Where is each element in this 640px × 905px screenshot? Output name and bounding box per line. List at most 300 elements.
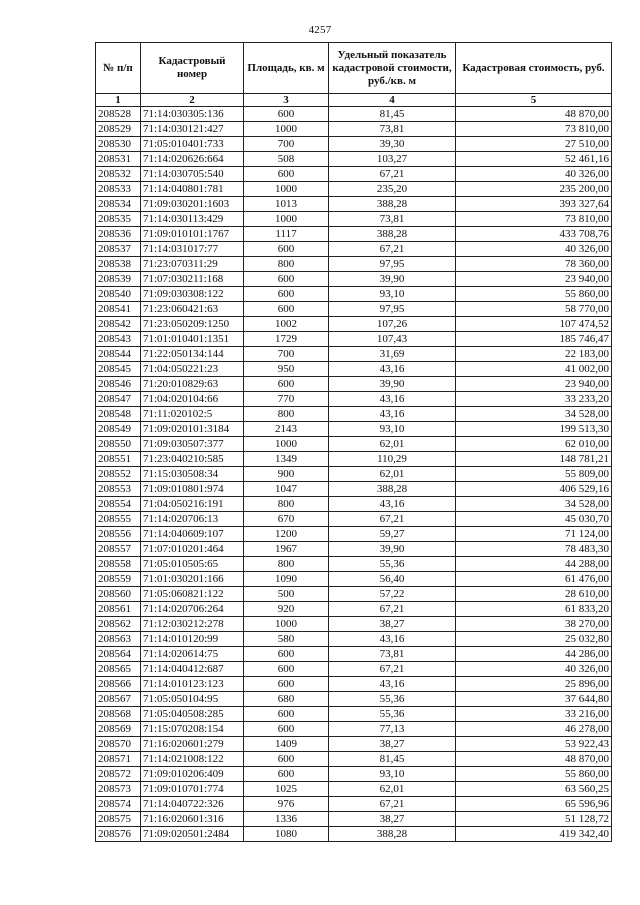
cell-area: 508 bbox=[244, 152, 329, 167]
cell-cadastral-value: 27 510,00 bbox=[456, 137, 612, 152]
cell-row-number: 208556 bbox=[96, 527, 141, 542]
table-row bbox=[96, 407, 612, 422]
cell-row-number: 208539 bbox=[96, 272, 141, 287]
cell-area: 1000 bbox=[244, 182, 329, 197]
cell-area: 950 bbox=[244, 362, 329, 377]
table-row bbox=[96, 752, 612, 767]
cell-cadastral-number: 71:09:010701:774 bbox=[141, 782, 244, 797]
cell-specific-value: 39,30 bbox=[329, 137, 456, 152]
cell-specific-value: 55,36 bbox=[329, 707, 456, 722]
cell-cadastral-value: 44 288,00 bbox=[456, 557, 612, 572]
cell-area: 800 bbox=[244, 557, 329, 572]
cell-row-number: 208551 bbox=[96, 452, 141, 467]
cell-row-number: 208545 bbox=[96, 362, 141, 377]
cell-specific-value: 93,10 bbox=[329, 287, 456, 302]
cell-specific-value: 39,90 bbox=[329, 542, 456, 557]
cell-cadastral-number: 71:05:010401:733 bbox=[141, 137, 244, 152]
cell-row-number: 208543 bbox=[96, 332, 141, 347]
cell-row-number: 208565 bbox=[96, 662, 141, 677]
table-row bbox=[96, 527, 612, 542]
cell-specific-value: 81,45 bbox=[329, 107, 456, 122]
cell-row-number: 208536 bbox=[96, 227, 141, 242]
cell-cadastral-value: 44 286,00 bbox=[456, 647, 612, 662]
cell-cadastral-number: 71:16:020601:279 bbox=[141, 737, 244, 752]
cell-specific-value: 93,10 bbox=[329, 767, 456, 782]
cell-cadastral-value: 61 833,20 bbox=[456, 602, 612, 617]
cell-area: 1000 bbox=[244, 617, 329, 632]
header-area: Площадь, кв. м bbox=[244, 43, 329, 94]
cell-specific-value: 388,28 bbox=[329, 197, 456, 212]
cell-cadastral-number: 71:09:010101:1767 bbox=[141, 227, 244, 242]
cell-row-number: 208561 bbox=[96, 602, 141, 617]
cell-cadastral-value: 23 940,00 bbox=[456, 377, 612, 392]
table-row bbox=[96, 512, 612, 527]
cell-cadastral-value: 53 922,43 bbox=[456, 737, 612, 752]
cell-cadastral-value: 235 200,00 bbox=[456, 182, 612, 197]
cell-cadastral-value: 63 560,25 bbox=[456, 782, 612, 797]
cell-row-number: 208534 bbox=[96, 197, 141, 212]
page-number: 4257 bbox=[308, 24, 332, 36]
header-row-number: № п/п bbox=[96, 43, 141, 94]
cell-cadastral-number: 71:22:050134:144 bbox=[141, 347, 244, 362]
cell-row-number: 208537 bbox=[96, 242, 141, 257]
cell-specific-value: 73,81 bbox=[329, 122, 456, 137]
cell-cadastral-value: 107 474,52 bbox=[456, 317, 612, 332]
cell-row-number: 208544 bbox=[96, 347, 141, 362]
table-row bbox=[96, 197, 612, 212]
cell-area: 600 bbox=[244, 752, 329, 767]
cell-specific-value: 73,81 bbox=[329, 212, 456, 227]
cell-cadastral-number: 71:14:040722:326 bbox=[141, 797, 244, 812]
cell-row-number: 208574 bbox=[96, 797, 141, 812]
cell-cadastral-value: 40 326,00 bbox=[456, 167, 612, 182]
table-row bbox=[96, 722, 612, 737]
table-row bbox=[96, 737, 612, 752]
cell-area: 800 bbox=[244, 407, 329, 422]
cell-specific-value: 43,16 bbox=[329, 362, 456, 377]
cell-area: 600 bbox=[244, 647, 329, 662]
cell-specific-value: 77,13 bbox=[329, 722, 456, 737]
cell-specific-value: 38,27 bbox=[329, 737, 456, 752]
cell-cadastral-number: 71:15:070208:154 bbox=[141, 722, 244, 737]
cell-cadastral-value: 55 809,00 bbox=[456, 467, 612, 482]
cell-specific-value: 62,01 bbox=[329, 467, 456, 482]
cell-cadastral-value: 71 124,00 bbox=[456, 527, 612, 542]
cell-specific-value: 38,27 bbox=[329, 617, 456, 632]
cell-specific-value: 103,27 bbox=[329, 152, 456, 167]
cell-area: 680 bbox=[244, 692, 329, 707]
cell-cadastral-number: 71:07:030211:168 bbox=[141, 272, 244, 287]
cell-specific-value: 43,16 bbox=[329, 632, 456, 647]
cell-specific-value: 59,27 bbox=[329, 527, 456, 542]
cell-cadastral-value: 433 708,76 bbox=[456, 227, 612, 242]
table-row bbox=[96, 107, 612, 122]
cell-cadastral-value: 48 870,00 bbox=[456, 107, 612, 122]
cell-cadastral-number: 71:23:040210:585 bbox=[141, 452, 244, 467]
cell-row-number: 208572 bbox=[96, 767, 141, 782]
cell-area: 1002 bbox=[244, 317, 329, 332]
cell-area: 1409 bbox=[244, 737, 329, 752]
cell-cadastral-number: 71:14:021008:122 bbox=[141, 752, 244, 767]
cell-cadastral-number: 71:09:020101:3184 bbox=[141, 422, 244, 437]
cell-cadastral-number: 71:05:010505:65 bbox=[141, 557, 244, 572]
cell-specific-value: 55,36 bbox=[329, 557, 456, 572]
table-row bbox=[96, 377, 612, 392]
cell-row-number: 208570 bbox=[96, 737, 141, 752]
cell-row-number: 208560 bbox=[96, 587, 141, 602]
cell-area: 670 bbox=[244, 512, 329, 527]
cell-specific-value: 57,22 bbox=[329, 587, 456, 602]
cell-area: 1000 bbox=[244, 212, 329, 227]
header-cadastral-value: Кадастровая стоимость, руб. bbox=[456, 43, 612, 94]
table-row bbox=[96, 347, 612, 362]
cell-row-number: 208571 bbox=[96, 752, 141, 767]
cell-cadastral-number: 71:05:060821:122 bbox=[141, 587, 244, 602]
cell-cadastral-number: 71:14:020626:664 bbox=[141, 152, 244, 167]
table-row bbox=[96, 392, 612, 407]
cell-specific-value: 67,21 bbox=[329, 602, 456, 617]
cell-area: 600 bbox=[244, 272, 329, 287]
cell-cadastral-number: 71:23:060421:63 bbox=[141, 302, 244, 317]
cell-row-number: 208566 bbox=[96, 677, 141, 692]
cell-specific-value: 107,26 bbox=[329, 317, 456, 332]
cell-cadastral-value: 78 483,30 bbox=[456, 542, 612, 557]
cell-row-number: 208542 bbox=[96, 317, 141, 332]
cell-cadastral-value: 61 476,00 bbox=[456, 572, 612, 587]
cell-cadastral-number: 71:14:010123:123 bbox=[141, 677, 244, 692]
cell-area: 500 bbox=[244, 587, 329, 602]
cell-cadastral-value: 65 596,96 bbox=[456, 797, 612, 812]
table-row bbox=[96, 272, 612, 287]
cell-cadastral-value: 393 327,64 bbox=[456, 197, 612, 212]
cell-row-number: 208548 bbox=[96, 407, 141, 422]
cell-row-number: 208576 bbox=[96, 827, 141, 842]
cell-area: 600 bbox=[244, 287, 329, 302]
cell-specific-value: 107,43 bbox=[329, 332, 456, 347]
cell-cadastral-value: 52 461,16 bbox=[456, 152, 612, 167]
cell-specific-value: 67,21 bbox=[329, 167, 456, 182]
cell-specific-value: 97,95 bbox=[329, 302, 456, 317]
cell-cadastral-number: 71:23:050209:1250 bbox=[141, 317, 244, 332]
cell-cadastral-value: 73 810,00 bbox=[456, 122, 612, 137]
cell-row-number: 208547 bbox=[96, 392, 141, 407]
cell-cadastral-number: 71:14:040412:687 bbox=[141, 662, 244, 677]
cell-cadastral-value: 45 030,70 bbox=[456, 512, 612, 527]
cell-cadastral-value: 33 216,00 bbox=[456, 707, 612, 722]
table-row bbox=[96, 212, 612, 227]
table-row bbox=[96, 587, 612, 602]
cell-area: 600 bbox=[244, 107, 329, 122]
cell-cadastral-number: 71:16:020601:316 bbox=[141, 812, 244, 827]
cell-area: 600 bbox=[244, 302, 329, 317]
table-header-row bbox=[96, 43, 612, 94]
column-index-3: 3 bbox=[244, 94, 329, 107]
cell-area: 600 bbox=[244, 242, 329, 257]
table-row bbox=[96, 707, 612, 722]
cell-area: 600 bbox=[244, 677, 329, 692]
column-index-1: 1 bbox=[96, 94, 141, 107]
cell-cadastral-value: 199 513,30 bbox=[456, 422, 612, 437]
cell-area: 920 bbox=[244, 602, 329, 617]
cell-area: 1080 bbox=[244, 827, 329, 842]
cell-cadastral-number: 71:14:020706:13 bbox=[141, 512, 244, 527]
cell-specific-value: 110,29 bbox=[329, 452, 456, 467]
cell-specific-value: 67,21 bbox=[329, 242, 456, 257]
cell-cadastral-value: 41 002,00 bbox=[456, 362, 612, 377]
table-row bbox=[96, 317, 612, 332]
cell-cadastral-value: 48 870,00 bbox=[456, 752, 612, 767]
cell-area: 1047 bbox=[244, 482, 329, 497]
table-row bbox=[96, 782, 612, 797]
cell-cadastral-value: 185 746,47 bbox=[456, 332, 612, 347]
cell-specific-value: 388,28 bbox=[329, 227, 456, 242]
cell-cadastral-number: 71:09:030507:377 bbox=[141, 437, 244, 452]
cell-area: 1117 bbox=[244, 227, 329, 242]
cell-specific-value: 43,16 bbox=[329, 407, 456, 422]
table-row bbox=[96, 677, 612, 692]
cell-cadastral-number: 71:14:030305:136 bbox=[141, 107, 244, 122]
cell-row-number: 208568 bbox=[96, 707, 141, 722]
cell-area: 600 bbox=[244, 767, 329, 782]
cell-cadastral-value: 22 183,00 bbox=[456, 347, 612, 362]
table-row bbox=[96, 167, 612, 182]
cell-specific-value: 62,01 bbox=[329, 782, 456, 797]
cell-row-number: 208573 bbox=[96, 782, 141, 797]
cell-row-number: 208557 bbox=[96, 542, 141, 557]
cell-area: 700 bbox=[244, 137, 329, 152]
cell-cadastral-number: 71:09:030308:122 bbox=[141, 287, 244, 302]
cell-cadastral-number: 71:14:031017:77 bbox=[141, 242, 244, 257]
cell-row-number: 208528 bbox=[96, 107, 141, 122]
cell-specific-value: 43,16 bbox=[329, 392, 456, 407]
cell-area: 1025 bbox=[244, 782, 329, 797]
cell-row-number: 208575 bbox=[96, 812, 141, 827]
cell-specific-value: 38,27 bbox=[329, 812, 456, 827]
cell-area: 900 bbox=[244, 467, 329, 482]
cell-cadastral-number: 71:14:010120:99 bbox=[141, 632, 244, 647]
table-row bbox=[96, 182, 612, 197]
cell-specific-value: 39,90 bbox=[329, 377, 456, 392]
cell-area: 1349 bbox=[244, 452, 329, 467]
cell-cadastral-value: 51 128,72 bbox=[456, 812, 612, 827]
cell-cadastral-value: 62 010,00 bbox=[456, 437, 612, 452]
cell-area: 700 bbox=[244, 347, 329, 362]
cell-cadastral-value: 28 610,00 bbox=[456, 587, 612, 602]
cell-cadastral-number: 71:12:030212:278 bbox=[141, 617, 244, 632]
cell-area: 600 bbox=[244, 377, 329, 392]
cell-cadastral-value: 55 860,00 bbox=[456, 767, 612, 782]
cell-cadastral-value: 34 528,00 bbox=[456, 497, 612, 512]
cell-row-number: 208550 bbox=[96, 437, 141, 452]
cell-specific-value: 93,10 bbox=[329, 422, 456, 437]
cell-cadastral-value: 55 860,00 bbox=[456, 287, 612, 302]
cell-specific-value: 81,45 bbox=[329, 752, 456, 767]
cell-cadastral-value: 406 529,16 bbox=[456, 482, 612, 497]
cell-cadastral-number: 71:04:020104:66 bbox=[141, 392, 244, 407]
table-row bbox=[96, 302, 612, 317]
cell-row-number: 208530 bbox=[96, 137, 141, 152]
cell-area: 1200 bbox=[244, 527, 329, 542]
cell-cadastral-number: 71:09:010801:974 bbox=[141, 482, 244, 497]
cell-row-number: 208531 bbox=[96, 152, 141, 167]
cell-area: 1967 bbox=[244, 542, 329, 557]
table-row bbox=[96, 692, 612, 707]
cell-row-number: 208554 bbox=[96, 497, 141, 512]
cell-cadastral-number: 71:14:030113:429 bbox=[141, 212, 244, 227]
cell-row-number: 208567 bbox=[96, 692, 141, 707]
cell-row-number: 208553 bbox=[96, 482, 141, 497]
cell-area: 1090 bbox=[244, 572, 329, 587]
cell-area: 1336 bbox=[244, 812, 329, 827]
cell-row-number: 208549 bbox=[96, 422, 141, 437]
table-row bbox=[96, 767, 612, 782]
column-index-5: 5 bbox=[456, 94, 612, 107]
cell-cadastral-number: 71:04:050221:23 bbox=[141, 362, 244, 377]
table-row bbox=[96, 422, 612, 437]
cell-row-number: 208562 bbox=[96, 617, 141, 632]
cell-cadastral-number: 71:14:040801:781 bbox=[141, 182, 244, 197]
cell-cadastral-number: 71:14:030121:427 bbox=[141, 122, 244, 137]
table-row bbox=[96, 827, 612, 842]
cell-cadastral-value: 34 528,00 bbox=[456, 407, 612, 422]
table-row bbox=[96, 602, 612, 617]
cell-cadastral-number: 71:09:030201:1603 bbox=[141, 197, 244, 212]
cell-cadastral-number: 71:01:030201:166 bbox=[141, 572, 244, 587]
cadastral-value-table bbox=[95, 42, 612, 842]
cell-specific-value: 31,69 bbox=[329, 347, 456, 362]
cell-area: 1013 bbox=[244, 197, 329, 212]
cell-area: 800 bbox=[244, 257, 329, 272]
cell-specific-value: 67,21 bbox=[329, 797, 456, 812]
cell-cadastral-value: 37 644,80 bbox=[456, 692, 612, 707]
cell-row-number: 208569 bbox=[96, 722, 141, 737]
table-row bbox=[96, 542, 612, 557]
cell-cadastral-value: 40 326,00 bbox=[456, 662, 612, 677]
cell-row-number: 208546 bbox=[96, 377, 141, 392]
cell-area: 600 bbox=[244, 167, 329, 182]
cell-specific-value: 39,90 bbox=[329, 272, 456, 287]
cell-cadastral-value: 40 326,00 bbox=[456, 242, 612, 257]
cell-cadastral-value: 148 781,21 bbox=[456, 452, 612, 467]
cell-row-number: 208532 bbox=[96, 167, 141, 182]
table-row bbox=[96, 362, 612, 377]
cell-area: 600 bbox=[244, 707, 329, 722]
cell-specific-value: 67,21 bbox=[329, 662, 456, 677]
cell-area: 1000 bbox=[244, 437, 329, 452]
table-row bbox=[96, 812, 612, 827]
table-row bbox=[96, 242, 612, 257]
column-index-2: 2 bbox=[141, 94, 244, 107]
cell-area: 770 bbox=[244, 392, 329, 407]
cell-area: 1000 bbox=[244, 122, 329, 137]
cell-cadastral-number: 71:09:020501:2484 bbox=[141, 827, 244, 842]
cell-cadastral-number: 71:23:070311:29 bbox=[141, 257, 244, 272]
cell-area: 600 bbox=[244, 662, 329, 677]
cell-specific-value: 97,95 bbox=[329, 257, 456, 272]
cell-cadastral-number: 71:07:010201:464 bbox=[141, 542, 244, 557]
table-row bbox=[96, 137, 612, 152]
cell-area: 2143 bbox=[244, 422, 329, 437]
table-row bbox=[96, 797, 612, 812]
cell-row-number: 208555 bbox=[96, 512, 141, 527]
cell-cadastral-number: 71:15:030508:34 bbox=[141, 467, 244, 482]
cell-cadastral-value: 25 896,00 bbox=[456, 677, 612, 692]
cell-row-number: 208538 bbox=[96, 257, 141, 272]
cell-specific-value: 55,36 bbox=[329, 692, 456, 707]
table-row bbox=[96, 647, 612, 662]
column-index-row bbox=[96, 94, 612, 107]
cell-specific-value: 43,16 bbox=[329, 497, 456, 512]
cell-row-number: 208533 bbox=[96, 182, 141, 197]
cell-specific-value: 235,20 bbox=[329, 182, 456, 197]
cell-specific-value: 388,28 bbox=[329, 827, 456, 842]
cell-cadastral-value: 58 770,00 bbox=[456, 302, 612, 317]
table-row bbox=[96, 467, 612, 482]
cell-specific-value: 388,28 bbox=[329, 482, 456, 497]
cell-cadastral-number: 71:14:020614:75 bbox=[141, 647, 244, 662]
cell-specific-value: 73,81 bbox=[329, 647, 456, 662]
cell-row-number: 208552 bbox=[96, 467, 141, 482]
cell-cadastral-number: 71:01:010401:1351 bbox=[141, 332, 244, 347]
table-row bbox=[96, 152, 612, 167]
cell-area: 976 bbox=[244, 797, 329, 812]
cell-cadastral-number: 71:14:030705:540 bbox=[141, 167, 244, 182]
cell-cadastral-value: 78 360,00 bbox=[456, 257, 612, 272]
cell-area: 800 bbox=[244, 497, 329, 512]
cell-area: 600 bbox=[244, 722, 329, 737]
table-row bbox=[96, 287, 612, 302]
cell-specific-value: 43,16 bbox=[329, 677, 456, 692]
table-row bbox=[96, 227, 612, 242]
table-row bbox=[96, 452, 612, 467]
table-row bbox=[96, 572, 612, 587]
cell-cadastral-number: 71:05:040508:285 bbox=[141, 707, 244, 722]
cell-row-number: 208559 bbox=[96, 572, 141, 587]
cell-specific-value: 62,01 bbox=[329, 437, 456, 452]
table-row bbox=[96, 257, 612, 272]
cell-cadastral-value: 46 278,00 bbox=[456, 722, 612, 737]
table-row bbox=[96, 497, 612, 512]
header-specific-value: Удельный показатель кадастровой стоимости, руб./кв. м bbox=[329, 43, 456, 94]
cell-specific-value: 56,40 bbox=[329, 572, 456, 587]
table-row bbox=[96, 332, 612, 347]
cell-cadastral-number: 71:04:050216:191 bbox=[141, 497, 244, 512]
cell-row-number: 208541 bbox=[96, 302, 141, 317]
cell-cadastral-value: 419 342,40 bbox=[456, 827, 612, 842]
cell-cadastral-number: 71:14:040609:107 bbox=[141, 527, 244, 542]
cell-specific-value: 67,21 bbox=[329, 512, 456, 527]
cell-row-number: 208540 bbox=[96, 287, 141, 302]
table-row bbox=[96, 617, 612, 632]
header-cadastral-number: Кадастровый номер bbox=[141, 43, 244, 94]
cell-cadastral-number: 71:09:010206:409 bbox=[141, 767, 244, 782]
cell-row-number: 208564 bbox=[96, 647, 141, 662]
cell-cadastral-number: 71:20:010829:63 bbox=[141, 377, 244, 392]
cell-cadastral-value: 23 940,00 bbox=[456, 272, 612, 287]
cell-row-number: 208563 bbox=[96, 632, 141, 647]
cell-cadastral-number: 71:14:020706:264 bbox=[141, 602, 244, 617]
cell-row-number: 208535 bbox=[96, 212, 141, 227]
cell-area: 580 bbox=[244, 632, 329, 647]
table-row bbox=[96, 122, 612, 137]
table-body bbox=[96, 107, 612, 842]
cell-row-number: 208529 bbox=[96, 122, 141, 137]
cell-cadastral-value: 73 810,00 bbox=[456, 212, 612, 227]
cell-row-number: 208558 bbox=[96, 557, 141, 572]
cell-area: 1729 bbox=[244, 332, 329, 347]
cell-cadastral-value: 38 270,00 bbox=[456, 617, 612, 632]
table-row bbox=[96, 437, 612, 452]
